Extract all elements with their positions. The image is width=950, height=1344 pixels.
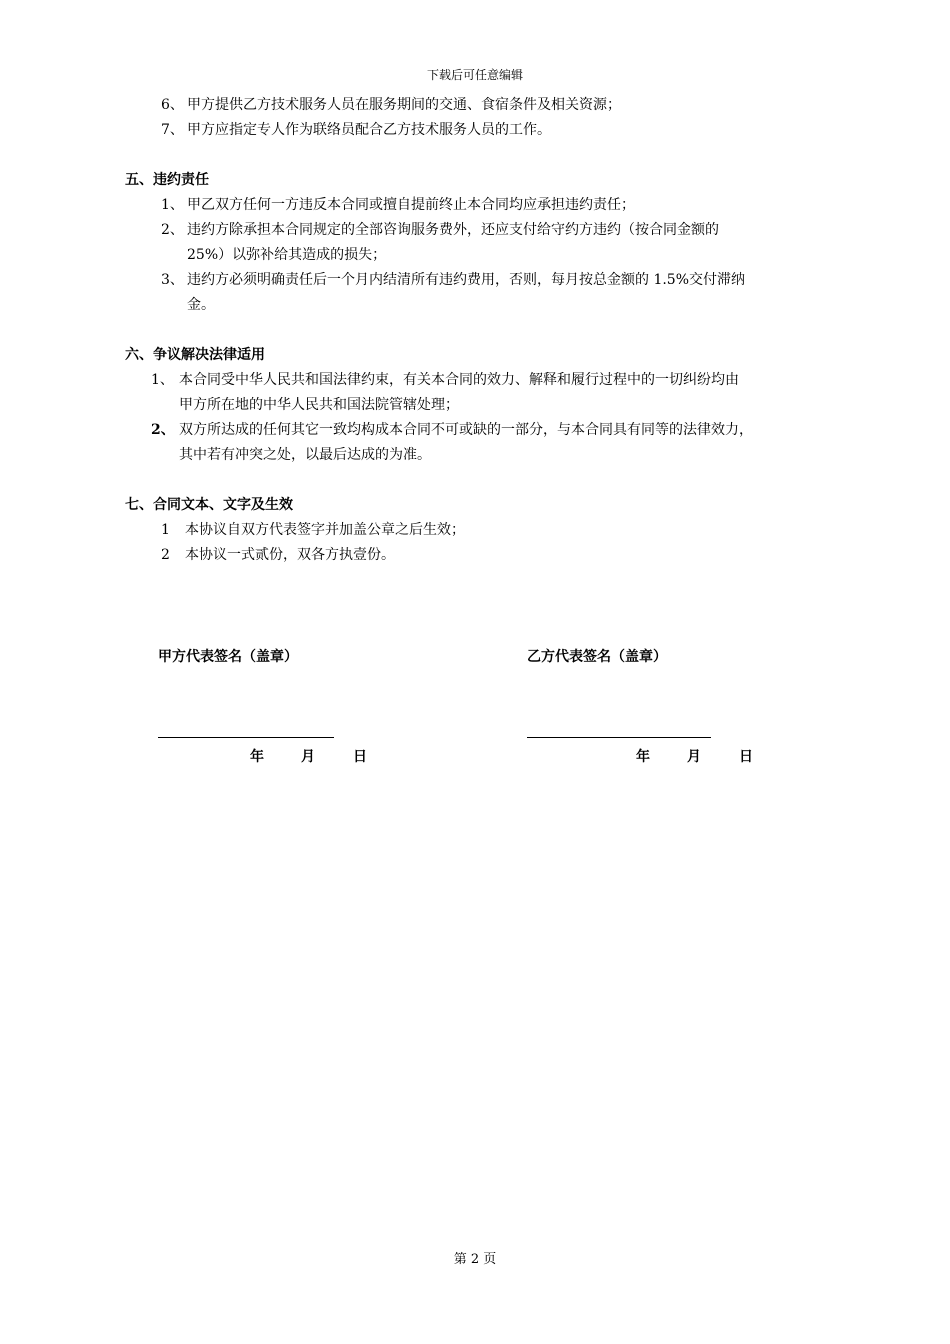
item-text-continued: 25%）以弥补给其造成的损失；	[187, 247, 387, 263]
date-day-label: 日	[353, 749, 367, 765]
item-number: 2、	[161, 222, 184, 238]
item-number: 3、	[161, 272, 184, 288]
list-item	[161, 271, 745, 289]
item-text: 违约方除承担本合同规定的全部咨询服务费外，还应支付给守约方违约（按合同金额的	[187, 222, 719, 238]
item-text-continued: 金。	[187, 297, 215, 313]
item-text: 双方所达成的任何其它一致均构成本合同不可或缺的一部分，与本合同具有同等的法律效力，	[179, 422, 753, 438]
date-month-label: 月	[687, 749, 701, 765]
party-a-date	[250, 746, 367, 766]
party-a-signature-line	[158, 737, 334, 738]
list-item	[161, 121, 551, 139]
item-text: 违约方必须明确责任后一个月内结清所有违约费用，否则，每月按总金额的 1.5%交付滞纳	[187, 272, 746, 288]
date-year-label: 年	[636, 749, 650, 765]
page-header-note: 下载后可任意编辑	[426, 68, 523, 82]
list-item	[151, 371, 739, 389]
date-day-label: 日	[739, 749, 753, 765]
list-item	[161, 96, 621, 114]
party-b-date	[636, 746, 753, 766]
list-item	[151, 421, 753, 439]
section-heading: 六、争议解决法律适用	[125, 347, 265, 363]
item-number: 6、	[161, 97, 184, 113]
date-year-label: 年	[250, 749, 264, 765]
page-number: 第 2 页	[453, 1252, 497, 1267]
party-a-signature-label: 甲方代表签名（盖章）	[158, 649, 298, 665]
item-text-continued: 甲方所在地的中华人民共和国法院管辖处理；	[179, 397, 459, 413]
item-text: 甲乙双方任何一方违反本合同或擅自提前终止本合同均应承担违约责任；	[187, 197, 635, 213]
list-item	[161, 521, 465, 539]
item-number: 1、	[161, 197, 184, 213]
party-b-signature-label: 乙方代表签名（盖章）	[527, 649, 667, 665]
party-b-signature-line	[527, 737, 711, 738]
list-item	[161, 546, 395, 564]
list-item	[161, 196, 635, 214]
item-text-continued: 其中若有冲突之处，以最后达成的为准。	[179, 447, 431, 463]
date-month-label: 月	[301, 749, 315, 765]
section-heading: 五、违约责任	[125, 172, 209, 188]
item-number: 7、	[161, 122, 184, 138]
item-number: 2、	[151, 422, 175, 438]
list-item	[161, 221, 719, 239]
item-number: 2	[161, 547, 170, 563]
item-number: 1	[161, 522, 170, 538]
item-text: 本协议自双方代表签字并加盖公章之后生效；	[185, 522, 465, 538]
item-text: 本协议一式贰份，双各方执壹份。	[185, 547, 395, 563]
item-text: 甲方提供乙方技术服务人员在服务期间的交通、食宿条件及相关资源；	[187, 97, 621, 113]
item-number: 1、	[151, 372, 174, 388]
item-text: 本合同受中华人民共和国法律约束，有关本合同的效力、解释和履行过程中的一切纠纷均由	[179, 372, 739, 388]
section-heading: 七、合同文本、文字及生效	[125, 497, 293, 513]
item-text: 甲方应指定专人作为联络员配合乙方技术服务人员的工作。	[187, 122, 551, 138]
